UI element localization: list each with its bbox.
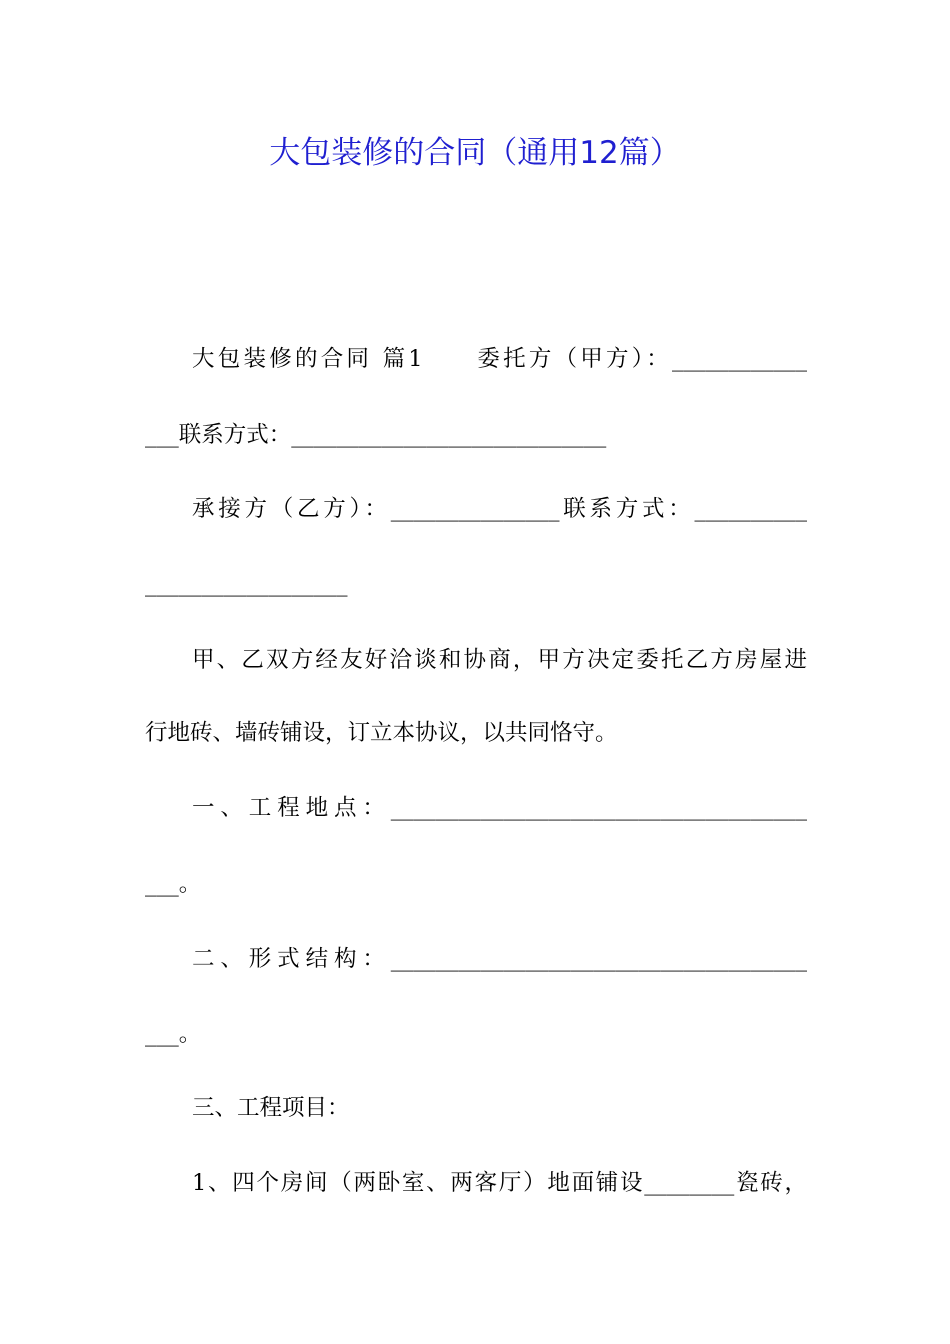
structure-form-continuation: ___。 — [145, 1021, 202, 1047]
intro-paragraph-line-1: 甲、乙双方经友好洽谈和协商，甲方决定委托乙方房屋进 — [192, 647, 807, 673]
party-a-line: 大包装修的合同 篇1 委托方（甲方）：____________ — [192, 346, 807, 372]
site-location-line: 一、工程地点：_____________________________________ — [192, 795, 807, 821]
site-location-continuation: ___。 — [145, 871, 202, 897]
structure-form-line: 二、形式结构：_____________________________________ — [192, 946, 807, 972]
intro-paragraph-line-2: 行地砖、墙砖铺设，订立本协议，以共同恪守。 — [145, 720, 618, 746]
project-item-1-line: 1、四个房间（两卧室、两客厅）地面铺设________瓷砖， — [192, 1170, 807, 1196]
project-items-heading: 三、工程项目： — [192, 1095, 350, 1121]
party-a-contact-line: ___联系方式：____________________________ — [145, 422, 607, 448]
document-title: 大包装修的合同（通用12篇） — [269, 135, 681, 171]
party-b-line: 承接方（乙方）：_______________联系方式：__________ — [192, 496, 807, 522]
party-b-contact-line: __________________ — [145, 571, 348, 597]
